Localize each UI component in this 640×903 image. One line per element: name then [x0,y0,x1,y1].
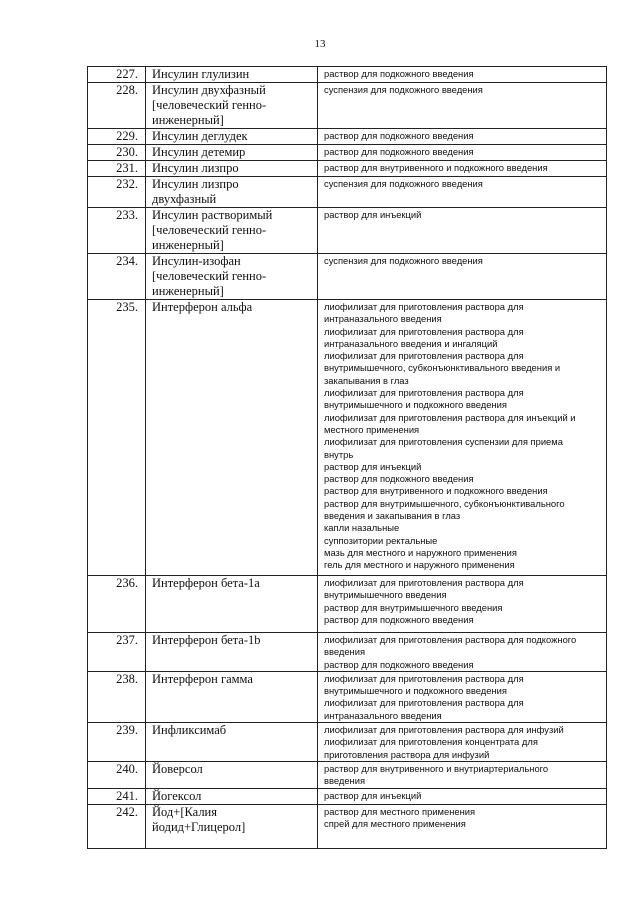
drug-name-line: Инсулин двухфазный [152,83,266,97]
dosage-form-line: раствор для местного применения [324,806,476,818]
dosage-form-line: раствор для инъекций [324,790,422,802]
dosage-form-line: раствор для внутривенного и внутриартериального [324,763,549,775]
dosage-forms [318,83,607,129]
table-row [88,67,607,83]
table-row [88,671,607,722]
table-row [88,633,607,672]
drug-name [146,723,318,762]
dosage-form-line: капли назальные [324,522,400,534]
drug-name [146,576,318,633]
table-row [88,177,607,208]
dosage-form-line: лиофилизат для приготовления раствора для [324,577,524,588]
dosage-form-line: раствор для подкожного введения [324,146,474,157]
row-number: 242. [88,805,146,849]
dosage-form-line: лиофилизат для приготовления раствора для [324,350,524,362]
drug-name-line: Интерферон бета-1a [152,576,260,590]
dosage-forms [318,300,607,576]
dosage-form-line: суппозитории ректальные [324,534,438,546]
dosage-form-line: лиофилизат для приготовления раствора для [324,325,524,337]
dosage-form-line: лиофилизат для приготовления раствора для инъекций и [324,411,576,423]
dosage-form-line: раствор для подкожного введения [324,658,474,670]
row-number: 233. [88,208,146,254]
row-number: 238. [88,671,146,722]
drug-name-line: инженерный] [152,284,224,298]
drug-name [146,300,318,576]
row-number: 236. [88,576,146,633]
drug-name-line: Инсулин-изофан [152,254,241,268]
row-number: 241. [88,789,146,805]
dosage-form-line: лиофилизат для приготовления раствора для [324,301,524,312]
table-row [88,129,607,145]
dosage-form-line: лиофилизат для приготовления раствора для [324,697,524,709]
drug-name [146,67,318,83]
row-number: 239. [88,723,146,762]
drug-name-line: инженерный] [152,238,224,252]
dosage-form-line: лиофилизат для приготовления суспензии для приема [324,436,563,448]
drug-name [146,129,318,145]
dosage-forms [318,129,607,145]
dosage-form-line: приготовления раствора для инфузий [324,748,490,760]
drug-name-line: Инсулин растворимый [152,208,273,222]
dosage-forms [318,633,607,672]
dosage-form-line: лиофилизат для приготовления раствора для [324,672,524,684]
dosage-form-line: лиофилизат для приготовления раствора для подкожного [324,634,577,645]
dosage-form-line: раствор для подкожного введения [324,473,474,485]
dosage-form-line: раствор для внутривенного и подкожного введения [324,162,548,173]
dosage-form-line: введения и закапывания в глаз [324,510,461,522]
dosage-form-line: раствор для внутривенного и подкожного введения [324,485,548,497]
drug-name [146,83,318,129]
row-number: 235. [88,300,146,576]
dosage-forms [318,789,607,805]
dosage-form-line: спрей для местного применения [324,818,466,830]
dosage-form-line: лиофилизат для приготовления концентрата для [324,736,538,748]
table-row [88,723,607,762]
drug-name-line: Интерферон альфа [152,300,253,314]
dosage-form-line: интраназального введения [324,313,442,325]
dosage-forms [318,208,607,254]
dosage-form-line: внутримышечного и подкожного введения [324,685,507,697]
dosage-form-line: раствор для подкожного введения [324,68,474,79]
row-number: 227. [88,67,146,83]
drug-name-line: инженерный] [152,113,224,127]
dosage-form-line: введения [324,775,366,787]
drug-name-line: [человеческий генно- [152,269,267,283]
drug-name [146,177,318,208]
table-row [88,208,607,254]
row-number: 228. [88,83,146,129]
drug-name-line: [человеческий генно- [152,223,267,237]
dosage-form-line: раствор для внутримышечного введения [324,601,503,613]
drug-name-line: йодид+Глицерол] [152,820,246,835]
dosage-forms [318,576,607,633]
drug-name [146,789,318,805]
dosage-form-line: раствор для внутримышечного, субконъюнктивального [324,497,565,509]
drug-name [146,671,318,722]
table-row [88,254,607,300]
row-number: 234. [88,254,146,300]
dosage-form-line: внутрь [324,448,354,460]
drug-name [146,762,318,789]
dosage-forms [318,805,607,849]
dosage-forms [318,762,607,789]
table-row [88,762,607,789]
dosage-forms [318,67,607,83]
drug-table [87,66,607,849]
dosage-form-line: введения [324,646,366,658]
drug-name-line: Йоверсол [152,762,203,777]
drug-name-line: [человеческий генно- [152,98,267,112]
dosage-form-line: закапывания в глаз [324,374,409,386]
table-row [88,83,607,129]
table-row [88,161,607,177]
drug-name-line: двухфазный [152,192,217,206]
drug-name [146,208,318,254]
dosage-forms [318,161,607,177]
row-number: 232. [88,177,146,208]
dosage-forms [318,671,607,722]
dosage-forms [318,145,607,161]
drug-name-line: Инсулин глулизин [152,67,250,81]
row-number: 229. [88,129,146,145]
drug-name-line: Йогексол [152,789,202,804]
dosage-form-line: внутримышечного введения [324,589,447,601]
dosage-form-line: внутримышечного и подкожного введения [324,399,507,411]
drug-name-line: Инсулин деглудек [152,129,248,143]
row-number: 240. [88,762,146,789]
table-row [88,789,607,805]
dosage-form-line: суспензия для подкожного введения [324,84,483,95]
table-row [88,145,607,161]
row-number: 237. [88,633,146,672]
dosage-form-line: мазь для местного и наружного применения [324,546,517,558]
drug-name-line: Инфликсимаб [152,723,227,738]
drug-name-line: Инсулин детемир [152,145,246,159]
drug-name-line: Йод+[Калия [152,805,217,820]
dosage-form-line: раствор для инъекций [324,209,422,220]
dosage-forms [318,723,607,762]
table-body [88,67,607,849]
row-number: 230. [88,145,146,161]
drug-name-line: Интерферон бета-1b [152,633,261,647]
table-row [88,300,607,576]
dosage-forms [318,177,607,208]
drug-name [146,633,318,672]
dosage-form-line: интраназального введения [324,709,442,721]
drug-name-line: Инсулин лизпро [152,177,239,191]
dosage-form-line: лиофилизат для приготовления раствора для инфузий [324,724,564,736]
dosage-form-line: суспензия для подкожного введения [324,178,483,189]
row-number: 231. [88,161,146,177]
dosage-form-line: интраназального введения и ингаляций [324,337,498,349]
dosage-forms [318,254,607,300]
drug-name-line: Интерферон гамма [152,671,253,686]
drug-name [146,254,318,300]
drug-name [146,805,318,849]
drug-name [146,161,318,177]
table-row [88,576,607,633]
dosage-form-line: лиофилизат для приготовления раствора для [324,387,524,399]
dosage-form-line: местного применения [324,423,420,435]
dosage-form-line: суспензия для подкожного введения [324,255,483,266]
dosage-form-line: раствор для инъекций [324,460,422,472]
table-row [88,805,607,849]
dosage-form-line: раствор для подкожного введения [324,130,474,141]
drug-name-line: Инсулин лизпро [152,161,239,175]
dosage-form-line: гель для местного и наружного применения [324,559,515,571]
page-number: 13 [314,38,326,50]
dosage-form-line: раствор для подкожного введения [324,613,474,625]
drug-name [146,145,318,161]
dosage-form-line: внутримышечного, субконъюнктивального введения и [324,362,561,374]
